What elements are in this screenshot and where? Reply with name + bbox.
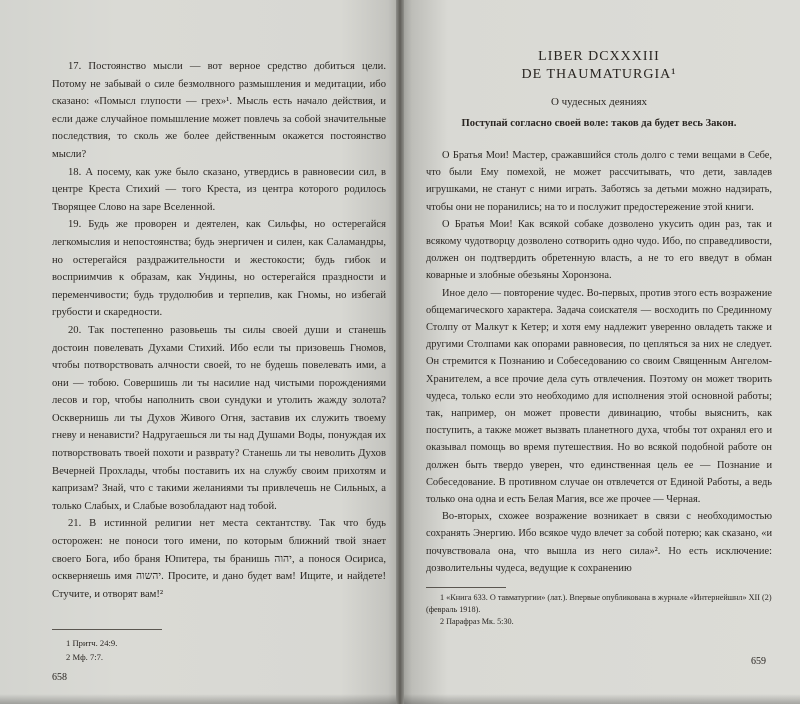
- page-number-right: 659: [751, 656, 766, 667]
- right-text-column: [426, 147, 772, 577]
- book-spine: [396, 0, 404, 704]
- page-number-left: 658: [52, 672, 67, 683]
- paragraph-brothers-2: О Братья Мои! Как всякой собаке дозволено укусить один раз, так и всякому чудотворцу дозволено сотворить одно чудо. Ибо, по справедливости, должен он подтвердить обретенную власть, а не то его введут в обман коварные и злобные обезьяны Хоронзона.: [426, 218, 772, 282]
- paragraph-brothers-1: О Братья Мои! Мастер, сражавшийся столь долго с теми вещами в Себе, что были Ему помехой, не может рассчитывать, что дети, завладев игрушками, не станут с ними играть. Заботясь за детьми можно надзирать, чтобы они не поранились; на то и послужит предостережение этой книги.: [426, 150, 772, 213]
- footnote-2: 2 Парафраз Мк. 5:30.: [440, 617, 514, 627]
- paragraph-20: 20. Так постепенно разовьешь ты силы своей души и станешь достоин повелевать Духами Стихий. Ибо если ты призовешь Гномов, чтобы потворствовать алчности своей, то не будешь повелевать ими, а они — тобою. Совершишь ли ты насилие над чистыми порождениями лесов и гор, чтобы наполнить свои сундуки и утолить жажду золота? Осквернишь ли ты Духов Живого Огня, заставив их служить твоему гневу и ненависти? Надругаешься ли ты над Душами Воды, понуждая их потворствовать твоей похоти и разврату? Станешь ли ты неволить Духов Вечерней Прохлады, чтобы поставить их на службу своим прихотям и капризам? Знай, что с такими желаниями ты привлечешь не Сильных, а только Слабых, и Слабые возобладают над тобой.: [52, 324, 386, 512]
- paragraph-repetition: Иное дело — повторение чудес. Во-первых, против этого есть возражение общемагического характера. Задача соискателя — восходить по Срединному Столпу от Малкут к Кетер; и хотя ему надлежит уверенно овладеть также и другими Столпами как опорами равновесия, по цепляться за них не следует. Он стремится к Познанию и Собеседованию со своим Священным Ангелом-Хранителем, а все прочие дела суть отвлечения. Поэтому он может творить чудеса, только если это необходимо для исполнения этой основной работы; так, например, он может провести дивинацию, чтобы выяснить, как поступить, а также может вызвать планетного духа, чтобы тот охранял его и оказывал помощь во время путешествия. Но во всякой подобной работе он должен быть твердо уверен, что единственная цель ее — Познание и Собеседование. В противном случае он отвлечется от Единой Работы, а ведь только она одна и есть Белая Магия, все же прочее — Черная.: [426, 287, 772, 506]
- paragraph-19: 19. Будь же проворен и деятелен, как Сильфы, но остерегайся легкомыслия и непостоянства; будь энергичен и силен, как Саламандры, но остерегайся раздражительности и жестокости; будь гибок и восприимчив к образам, как Ундины, но остерегайся праздности и переменчивости; будь трудолюбив и терпелив, как Гномы, но избегай грубости и скаредности.: [52, 219, 386, 319]
- footnote-2: 2 Мф. 7:7.: [66, 652, 104, 663]
- law-statement: Поступай согласно своей воле: таков да будет весь Закон.: [461, 118, 737, 129]
- left-text-column: [52, 58, 386, 603]
- right-page: [400, 0, 800, 704]
- footnote-divider: [426, 587, 506, 588]
- chapter-title-line2: DE THAUMATURGIA¹: [521, 67, 677, 82]
- footnote-1: 1 Притч. 24:9.: [66, 638, 118, 649]
- paragraph-second: Во-вторых, схожее возражение возникает в связи с необходимостью сохранять Энергию. Ибо всякое чудо влечет за собой потерю; как сказано, «и почувствовала она, что вышла из него сила»². Но есть исключение: дозволительны чудеса, ведущие к сохранению: [426, 511, 772, 574]
- paragraph-17: 17. Постоянство мысли — вот верное средство добиться цели. Потому не забывай о силе безмолвного размышления и медитации, ибо сказано: «Помысл глупости — грех»¹. Мысль есть начало действия, и если даже случайное помышление может повлечь за собой значительные последствия, то сколь же более действенным окажется постоянство мысли?: [52, 61, 386, 160]
- paragraph-21: 21. В истинной религии нет места сектантству. Так что будь осторожен: не поноси того имени, по которым ближний твой знает своего Бога, ибо браня Юпитера, ты бранишь ‎יהוה, а понося Осириса, оскверняешь имя ‎יהשוה. Просите, и дано будет вам! Ищите, и найдете! Стучите, и отворят вам!²: [52, 518, 386, 600]
- chapter-subtitle: О чудесных деяниях: [550, 96, 648, 108]
- page-bottom-shadow: [0, 694, 400, 704]
- footnote-1: 1 «Книга 633. О тавматургии» (лат.). Впервые опубликована в журнале «Интернейшнл» XII (2) (февраль 1918).: [426, 593, 772, 615]
- footnote-divider: [52, 629, 162, 630]
- page-bottom-shadow: [400, 694, 800, 704]
- paragraph-18: 18. А посему, как уже было сказано, утвердись в равновесии сил, в центре Креста Стихий — того Креста, из центра которого родилось Творящее Слово на заре Вселенной.: [52, 166, 386, 213]
- chapter-title-line1: LIBER DCXXXIII: [538, 49, 660, 64]
